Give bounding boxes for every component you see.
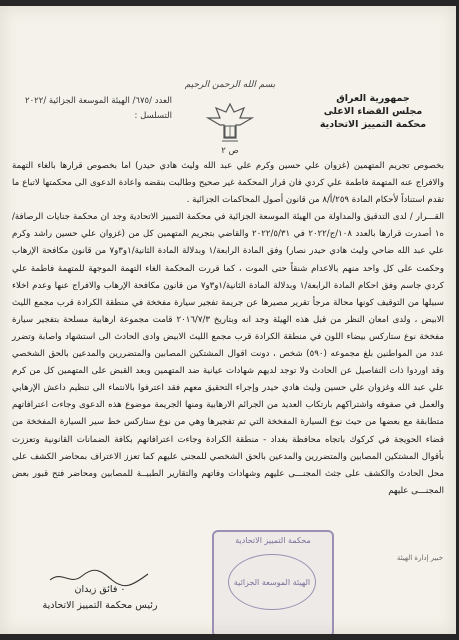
seal-ring (228, 554, 316, 610)
council-name: مجلس القضاء الاعلى (323, 106, 423, 117)
country-name: جمهورية العراق (336, 93, 410, 104)
court-seal-stamp (212, 530, 334, 634)
judge-title: رئيس محكمة التمييز الاتحادية (42, 600, 158, 611)
signature-block (30, 582, 170, 614)
sequence-label: التسلسل : (134, 111, 172, 121)
judge-name: ٠ فائق زيدان (74, 584, 126, 595)
paragraph-intro: بخصوص تجريم المتهمين (غزوان علي حسين وكرم علي عبد الله وليث هادي حيدر) اما بخصوص قرارها بالغاء التهمة والافراج عنه المتهمة فاطمة علي كردي فان قرار المحكمة غير صحيح وطالبت بنقضه واعادة الدعوى الى محكمتها لاتباع ما تقدم استناداً لأحكام المادة ٢٥٩/أ/٨ من قانون أصول المحاكمات الجزائية . (12, 161, 444, 206)
paragraph-decision: القـــرار / لدى التدقيق والمداولة من الهيئة الموسعة الجزائية في محكمة التمييز الاتحادية وجد ان محكمة جنايات الرصافة/ه١ أصدرت قرارها بالعدد ١٠٨/ج/٢٠٢٢ في ٢٠٢٢/٥/٣١ والقاضي بتجريم المتهمين كل من (غزوان علي حسين راشد وكرم علي عبد الله ضاحي وليث هادي حيدر نصار) وفق المادة الرابعة/١ وبدلالة المادة الثانية/١و٣و٧ من قانون مكافحة الإرهاب وحكمت على كل واحد منهم بالاعدام شنقاً حتى الموت ، كما قررت المحكمة الغاء التهمة الموجهة للمتهمة فاطمة علي كردي جاسم وفق احكام المادة الرابعة/١ وبدلالة المادة الثانية/١و٣و٧ من قانون مكافحة الإرهاب والافراج عنها وعدم اخلاء سبيلها من التوقيف كونها محالة مرجأ تقرير مصيرها عن جريمة تفجير سيارة مفخخة في منطقة الكرادة قرب مجمع الليث الابيض ، ولدى امعان النظر من قبل هذه الهيئة وجد انه وبتاريخ ٢٠١٦/٧/٣ قامت مجموعة ارهابية مسلحة بتفجير سيارة مفخخة نوع ستاركس بيضاء اللون في منطقة الكرادة قرب مجمع الليث الابيض وادى الحادث الى استشهاد واصابة وتضرر عدد من المواطنين بلغ مجموعه (٥٩٠) شخص ، دونت اقوال المشتكين المصابين والمتضررين والمدعين بالحق الشخصي وقد اوردوا ذات التفاصيل عن الحادث ولا توجد لديهم شهادات عيانية ضد المتهمين وبعد القبض على المتهمين كل من كرم علي عبد الله وغزوان علي حسين وليث هادي حيدر وإجراء التحقيق معهم فقد اعترفوا بالانتماء الى تنظيم داعش الإرهابي والعمل في صفوفه واشتراكهم بارتكاب العديد من الجرائم الارهابية ومنها الجريمة موضوع هذه الدعوى وجاءت اعترافاتهم متطابقة مع بعضها من حيث نوع السيارة المفخخة التي تم تفجيرها وهي من نوع ستاركس خط سير السيارة المفخخة من قضاء الحويجة في كركوك باتجاه محافظة بغداد - منطقة الكرادة وجاءت اعترافاتهم بكافة الضمانات القانونية وتعززت بأقوال المشتكين المصابين والمتضررين والمدعين بالحق الشخصي للمجنى عليهم كما تعزز الاعتراف بمحاضر الكشف على محل الحادث والكشف على جثث المجنـــى عليهم وشهادات وفاتهم والتقارير الطبيــة للمصابين ومحاضر فتح قبور بعض المجنـــى عليهم (12, 212, 445, 496)
court-name: محكمة التمييز الاتحادية (319, 119, 427, 130)
iraq-eagle-emblem-icon (200, 98, 260, 148)
case-number: العدد /٦٧٥/ الهيئة الموسعة الجزائية /٢٠٢٢ (25, 96, 172, 106)
seal-center-text: الهيئة الموسعة الجزائية (233, 577, 311, 587)
basmala: بسم الله الرحمن الرحيم (184, 80, 276, 90)
page-number: ص ٢ (221, 146, 239, 156)
side-note: خبير إدارة الهيئة (396, 554, 444, 562)
document-body (12, 158, 444, 500)
seal-title: محكمة التمييز الاتحادية (235, 536, 311, 545)
letterhead (308, 92, 438, 131)
document-page (0, 6, 456, 634)
reference-block (22, 94, 172, 124)
